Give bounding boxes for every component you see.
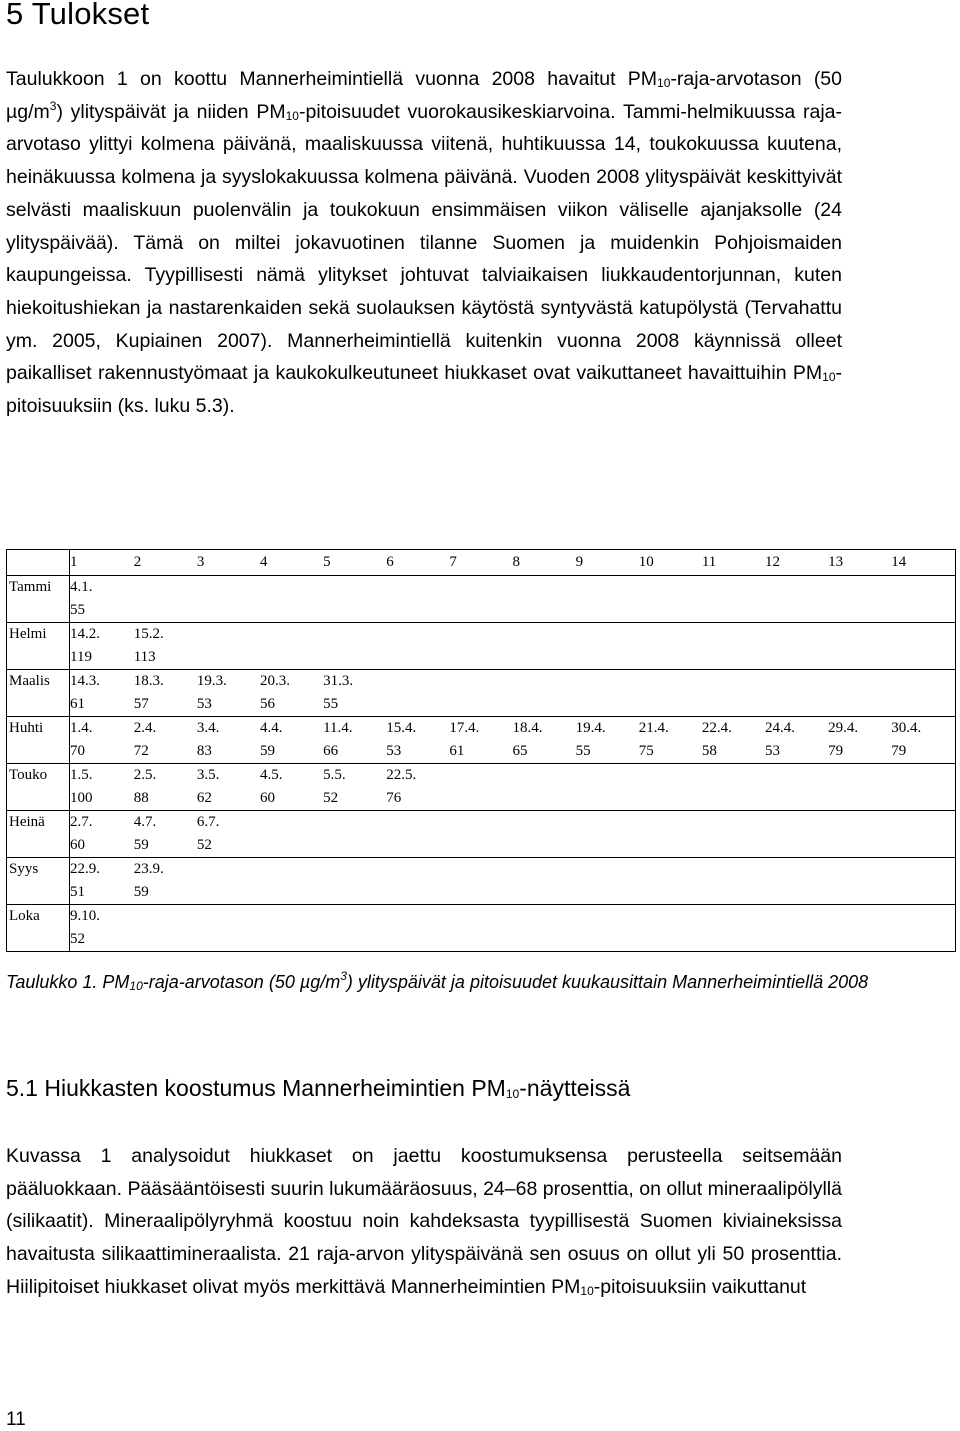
empty-cell (828, 811, 891, 835)
exceedance-value: 52 (323, 790, 339, 806)
empty-cell (260, 858, 323, 882)
empty-cell (576, 881, 639, 905)
empty-cell (512, 576, 575, 600)
empty-cell (891, 646, 955, 670)
month-label: Tammi (7, 576, 70, 600)
table-header-row (7, 550, 956, 576)
empty-cell (891, 881, 955, 905)
table-row-values (7, 740, 956, 764)
empty-cell (702, 576, 765, 600)
empty-cell (639, 834, 702, 858)
exceedance-date: 15.2. (134, 623, 197, 647)
month-label: Maalis (7, 670, 70, 694)
month-label-spacer (7, 646, 70, 670)
empty-cell (260, 928, 323, 952)
empty-cell (576, 834, 639, 858)
empty-cell (828, 905, 891, 929)
empty-cell (891, 905, 955, 929)
empty-cell (702, 764, 765, 788)
empty-cell (449, 646, 512, 670)
empty-cell (702, 670, 765, 694)
empty-cell (828, 881, 891, 905)
empty-cell (576, 858, 639, 882)
empty-cell (765, 623, 828, 647)
empty-cell (323, 834, 386, 858)
caption-text-1: Taulukko 1. PM (6, 972, 130, 992)
empty-cell (449, 881, 512, 905)
exceedance-date: 30.4. (891, 717, 955, 741)
exceedance-date: 31.3. (323, 670, 386, 694)
empty-cell (828, 787, 891, 811)
empty-cell (323, 811, 386, 835)
empty-cell (386, 905, 449, 929)
empty-cell (260, 905, 323, 929)
empty-cell (891, 599, 955, 623)
exceedance-value: 75 (638, 743, 654, 759)
empty-cell (323, 576, 386, 600)
exceedance-value: 59 (259, 743, 275, 759)
empty-cell (828, 764, 891, 788)
empty-cell (702, 623, 765, 647)
exceedance-date: 18.4. (512, 717, 575, 741)
exceedance-value: 56 (259, 696, 275, 712)
empty-cell (891, 670, 955, 694)
empty-cell (449, 811, 512, 835)
empty-cell (449, 858, 512, 882)
empty-cell (260, 599, 323, 623)
exceedance-value: 70 (70, 743, 85, 759)
empty-cell (512, 905, 575, 929)
empty-cell (386, 646, 449, 670)
month-label-spacer (7, 834, 70, 858)
para1-text-5: -pitoisuuksiin (ks. luku 5.3). (6, 362, 842, 418)
empty-cell (765, 646, 828, 670)
exceedance-date: 19.4. (576, 717, 639, 741)
table-row-values (7, 881, 956, 905)
table-row-values (7, 599, 956, 623)
para1-sub-1: 10 (657, 76, 671, 90)
para2-text-1: Kuvassa 1 analysoidut hiukkaset on jaettu koostumuksensa perusteella seitsemään pääluokkaan. Pääsääntöisesti suurin lukumääräosuus, 24–68 prosenttia, on ollut mineraalipölyllä (silikaatit). Mineraalipölyryhmä koostuu noin kahdeksasta tyypillisestä Suomen kiviaineksissa havaitusta silikaattimineraalista. 21 raja-arvon ylityspäivänä sen osuus on ollut yli 50 prosenttia. Hiilipitoiset hiukkaset olivat myös merkittävä Mannerheimintien PM (6, 1145, 842, 1298)
exceedance-value: 65 (512, 743, 528, 759)
exceedance-date: 20.3. (260, 670, 323, 694)
empty-cell (512, 928, 575, 952)
month-label-spacer (7, 740, 70, 764)
empty-cell (197, 858, 260, 882)
table-caption (6, 966, 946, 998)
table-row-values (7, 928, 956, 952)
exceedance-value: 79 (891, 740, 955, 764)
empty-cell (828, 576, 891, 600)
empty-cell (576, 623, 639, 647)
empty-cell (702, 811, 765, 835)
exceedance-value: 119 (70, 649, 92, 665)
exceedance-value: 53 (386, 743, 402, 759)
subsection-text-2: -näytteissä (519, 1075, 631, 1101)
table-header-cell: 12 (765, 550, 828, 576)
exceedance-value: 88 (133, 790, 149, 806)
empty-cell (891, 858, 955, 882)
empty-cell (639, 858, 702, 882)
empty-cell (449, 670, 512, 694)
exceedance-value: 61 (449, 743, 465, 759)
table-row-dates (7, 858, 956, 882)
exceedance-value: 100 (70, 790, 93, 806)
empty-cell (449, 693, 512, 717)
empty-cell (323, 646, 386, 670)
empty-cell (512, 646, 575, 670)
empty-cell (197, 928, 260, 952)
empty-cell (702, 928, 765, 952)
exceedance-value: 57 (133, 696, 149, 712)
empty-cell (891, 764, 955, 788)
subsection-sub-1: 10 (505, 1087, 520, 1101)
empty-cell (828, 928, 891, 952)
empty-cell (639, 881, 702, 905)
empty-cell (702, 599, 765, 623)
exceedance-date: 14.3. (70, 670, 134, 694)
composition-paragraph (6, 1140, 842, 1304)
exceedance-date: 4.1. (70, 576, 134, 600)
empty-cell (449, 928, 512, 952)
empty-cell (576, 646, 639, 670)
empty-cell (702, 905, 765, 929)
empty-cell (323, 858, 386, 882)
subsection-heading (6, 1075, 630, 1102)
exceedance-date: 6.7. (197, 811, 260, 835)
empty-cell (639, 787, 702, 811)
empty-cell (702, 787, 765, 811)
empty-cell (891, 928, 955, 952)
table-header-cell: 13 (828, 550, 891, 576)
exceedance-date: 24.4. (765, 717, 828, 741)
empty-cell (576, 576, 639, 600)
empty-cell (134, 576, 197, 600)
empty-cell (765, 599, 828, 623)
empty-cell (639, 693, 702, 717)
exceedance-date: 4.4. (260, 717, 323, 741)
empty-cell (828, 670, 891, 694)
empty-cell (512, 623, 575, 647)
para1-sub-3: 10 (822, 370, 836, 385)
table-header-cell: 14 (891, 550, 955, 576)
exceedance-value: 58 (701, 743, 717, 759)
table-header-cell: 3 (197, 550, 260, 576)
empty-cell (386, 928, 449, 952)
empty-cell (449, 576, 512, 600)
empty-cell (449, 787, 512, 811)
month-label: Touko (7, 764, 70, 788)
exceedance-value: 51 (70, 884, 85, 900)
empty-cell (197, 905, 260, 929)
month-label: Syys (7, 858, 70, 882)
month-label-spacer (7, 599, 70, 623)
exceedance-date: 2.7. (70, 811, 134, 835)
empty-cell (260, 834, 323, 858)
month-label-spacer (7, 787, 70, 811)
exceedance-date: 18.3. (134, 670, 197, 694)
exceedance-date: 3.4. (197, 717, 260, 741)
empty-cell (765, 764, 828, 788)
empty-cell (765, 881, 828, 905)
exceedance-date: 11.4. (323, 717, 386, 741)
exceedance-date: 22.5. (386, 764, 449, 788)
month-label-spacer (7, 881, 70, 905)
table-header-cell: 2 (134, 550, 197, 576)
empty-cell (512, 787, 575, 811)
empty-cell (512, 881, 575, 905)
exceedance-value: 66 (323, 743, 339, 759)
exceedance-value: 72 (133, 743, 149, 759)
empty-cell (323, 928, 386, 952)
caption-text-2: -raja-arvotason (50 µg/m (142, 972, 341, 992)
para1-text-3: ) ylityspäivät ja niiden PM (56, 100, 286, 123)
empty-cell (512, 670, 575, 694)
exceedance-table (6, 549, 956, 952)
exceedance-value: 59 (133, 884, 149, 900)
caption-sub-1: 10 (129, 979, 143, 993)
empty-cell (323, 881, 386, 905)
empty-cell (576, 693, 639, 717)
empty-cell (576, 670, 639, 694)
empty-cell (386, 670, 449, 694)
empty-cell (765, 811, 828, 835)
empty-cell (891, 693, 955, 717)
empty-cell (512, 811, 575, 835)
exceedance-value: 76 (386, 790, 402, 806)
table-header-cell: 1 (70, 550, 134, 576)
exceedance-value: 83 (196, 743, 212, 759)
exceedance-value: 52 (196, 837, 212, 853)
subsection-text-1: 5.1 Hiukkasten koostumus Mannerheimintien PM (6, 1075, 506, 1101)
exceedance-date: 15.4. (386, 717, 449, 741)
para1-sub-2: 10 (285, 108, 299, 123)
empty-cell (323, 623, 386, 647)
empty-cell (828, 646, 891, 670)
empty-cell (197, 623, 260, 647)
empty-cell (449, 764, 512, 788)
exceedance-value: 52 (70, 928, 134, 952)
table-header-cell: 4 (260, 550, 323, 576)
page-number: 11 (6, 1409, 26, 1430)
empty-cell (386, 811, 449, 835)
table-corner-cell (7, 550, 70, 576)
para1-text-4: -pitoisuudet vuorokausikeskiarvoina. Tammi-helmikuussa raja-arvotaso ylittyi kolmena päivänä, maaliskuussa viitenä, huhtikuussa 14, toukokuussa kuutena, heinäkuussa kolmena ja syyslokakuussa kolmena päivänä. Vuoden 2008 ylityspäivät keskittyivät selvästi maaliskuun puolenvälin ja toukokuun ensimmäisen viikon väliselle ajanjaksolle (24 ylityspäivää). Tämä on miltei jokavuotinen tilanne Suomen ja muidenkin Pohjoismaiden kaupungeissa. Tyypillisesti nämä ylitykset johtuvat talviaikaisen liukkaudentorjunnan, kuten hiekoitushiekan ja nastarenkaiden sekä suolauksen käytöstä syntyvästä katupölystä (Tervahattu ym. 2005, Kupiainen 2007). Mannerheimintiellä kuitenkin vuonna 2008 käynnissä olleet paikalliset rakennustyömaat ja kaukokulkeutuneet hiukkaset ovat vaikuttaneet havaittuihin PM (6, 100, 842, 385)
section-title: 5 Tulokset (6, 0, 150, 31)
exceedance-value: 53 (196, 696, 212, 712)
empty-cell (765, 670, 828, 694)
exceedance-date: 2.4. (134, 717, 197, 741)
exceedance-date: 4.5. (260, 764, 323, 788)
table-row-values (7, 646, 956, 670)
empty-cell (197, 599, 260, 623)
empty-cell (386, 599, 449, 623)
table-header-cell: 5 (323, 550, 386, 576)
empty-cell (702, 693, 765, 717)
exceedance-value: 55 (323, 696, 339, 712)
exceedance-date: 21.4. (639, 717, 702, 741)
empty-cell (260, 576, 323, 600)
para2-sub-1: 10 (580, 1283, 594, 1298)
empty-cell (386, 693, 449, 717)
empty-cell (134, 928, 197, 952)
empty-cell (386, 858, 449, 882)
empty-cell (386, 623, 449, 647)
empty-cell (386, 576, 449, 600)
empty-cell (639, 623, 702, 647)
para1-text-1: Taulukkoon 1 on koottu Mannerheimintiellä vuonna 2008 havaitut PM (6, 68, 658, 90)
exceedance-value: 60 (70, 837, 85, 853)
exceedance-value: 55 (575, 743, 591, 759)
empty-cell (828, 834, 891, 858)
month-label: Heinä (7, 811, 70, 835)
empty-cell (576, 787, 639, 811)
empty-cell (576, 764, 639, 788)
empty-cell (512, 834, 575, 858)
empty-cell (891, 576, 955, 600)
empty-cell (512, 764, 575, 788)
results-paragraph (6, 63, 842, 423)
exceedance-value: 62 (196, 790, 212, 806)
empty-cell (323, 905, 386, 929)
para1-sup-1: 3 (49, 98, 57, 113)
exceedance-date: 3.5. (197, 764, 260, 788)
empty-cell (828, 599, 891, 623)
empty-cell (576, 811, 639, 835)
empty-cell (449, 905, 512, 929)
table-header-cell: 11 (702, 550, 765, 576)
exceedance-value: 60 (259, 790, 275, 806)
table-row-dates (7, 764, 956, 788)
exceedance-date: 1.4. (70, 717, 134, 741)
table-row-dates (7, 576, 956, 600)
empty-cell (134, 599, 197, 623)
exceedance-date: 17.4. (449, 717, 512, 741)
empty-cell (386, 881, 449, 905)
empty-cell (449, 623, 512, 647)
empty-cell (765, 858, 828, 882)
table-header-cell: 7 (449, 550, 512, 576)
exceedance-date: 1.5. (70, 764, 134, 788)
table-header-cell: 9 (576, 550, 639, 576)
exceedance-date: 23.9. (134, 858, 197, 882)
month-label-spacer (7, 928, 70, 952)
empty-cell (134, 905, 197, 929)
empty-cell (702, 646, 765, 670)
empty-cell (323, 599, 386, 623)
empty-cell (512, 599, 575, 623)
empty-cell (639, 576, 702, 600)
table-row-dates (7, 670, 956, 694)
empty-cell (386, 834, 449, 858)
exceedance-date: 2.5. (134, 764, 197, 788)
empty-cell (639, 905, 702, 929)
empty-cell (765, 834, 828, 858)
empty-cell (891, 787, 955, 811)
empty-cell (639, 811, 702, 835)
empty-cell (512, 858, 575, 882)
empty-cell (828, 623, 891, 647)
table-row-dates (7, 623, 956, 647)
table-header-cell: 8 (512, 550, 575, 576)
empty-cell (576, 599, 639, 623)
para1-text-2: -raja-arvotason (50 µg/m (6, 68, 842, 123)
exceedance-value: 59 (133, 837, 149, 853)
exceedance-date: 22.4. (702, 717, 765, 741)
empty-cell (260, 646, 323, 670)
empty-cell (449, 834, 512, 858)
empty-cell (639, 764, 702, 788)
empty-cell (891, 623, 955, 647)
empty-cell (449, 599, 512, 623)
empty-cell (197, 646, 260, 670)
exceedance-value: 79 (828, 743, 844, 759)
table-header-cell: 10 (639, 550, 702, 576)
month-label: Loka (7, 905, 70, 929)
table-header-cell: 6 (386, 550, 449, 576)
table-row-dates (7, 905, 956, 929)
empty-cell (576, 905, 639, 929)
table-row-dates (7, 811, 956, 835)
caption-sup-1: 3 (340, 969, 347, 983)
empty-cell (765, 928, 828, 952)
empty-cell (197, 576, 260, 600)
empty-cell (765, 576, 828, 600)
exceedance-date: 19.3. (197, 670, 260, 694)
empty-cell (512, 693, 575, 717)
table-row-values (7, 787, 956, 811)
exceedance-date: 5.5. (323, 764, 386, 788)
exceedance-date: 22.9. (70, 858, 134, 882)
empty-cell (260, 811, 323, 835)
empty-cell (260, 881, 323, 905)
exceedance-value: 113 (133, 649, 156, 665)
empty-cell (639, 670, 702, 694)
empty-cell (702, 858, 765, 882)
para2-text-2: -pitoisuuksiin vaikuttanut (593, 1275, 807, 1298)
exceedance-date: 29.4. (828, 717, 891, 741)
empty-cell (702, 834, 765, 858)
table-row-values (7, 693, 956, 717)
empty-cell (576, 928, 639, 952)
empty-cell (639, 928, 702, 952)
empty-cell (765, 787, 828, 811)
empty-cell (639, 599, 702, 623)
exceedance-date: 9.10. (70, 905, 134, 929)
exceedance-date: 4.7. (134, 811, 197, 835)
empty-cell (891, 811, 955, 835)
empty-cell (197, 881, 260, 905)
empty-cell (765, 905, 828, 929)
table-row-values (7, 834, 956, 858)
exceedance-value: 53 (764, 743, 780, 759)
exceedance-date: 14.2. (70, 623, 134, 647)
exceedance-value: 55 (70, 602, 85, 618)
empty-cell (260, 623, 323, 647)
exceedance-value: 61 (70, 696, 85, 712)
month-label: Helmi (7, 623, 70, 647)
empty-cell (828, 693, 891, 717)
table-row-dates (7, 717, 956, 741)
month-label: Huhti (7, 717, 70, 741)
empty-cell (702, 881, 765, 905)
empty-cell (765, 693, 828, 717)
month-label-spacer (7, 693, 70, 717)
empty-cell (891, 834, 955, 858)
empty-cell (639, 646, 702, 670)
caption-text-3: ) ylityspäivät ja pitoisuudet kuukausittain Mannerheimintiellä 2008 (346, 972, 869, 992)
empty-cell (828, 858, 891, 882)
